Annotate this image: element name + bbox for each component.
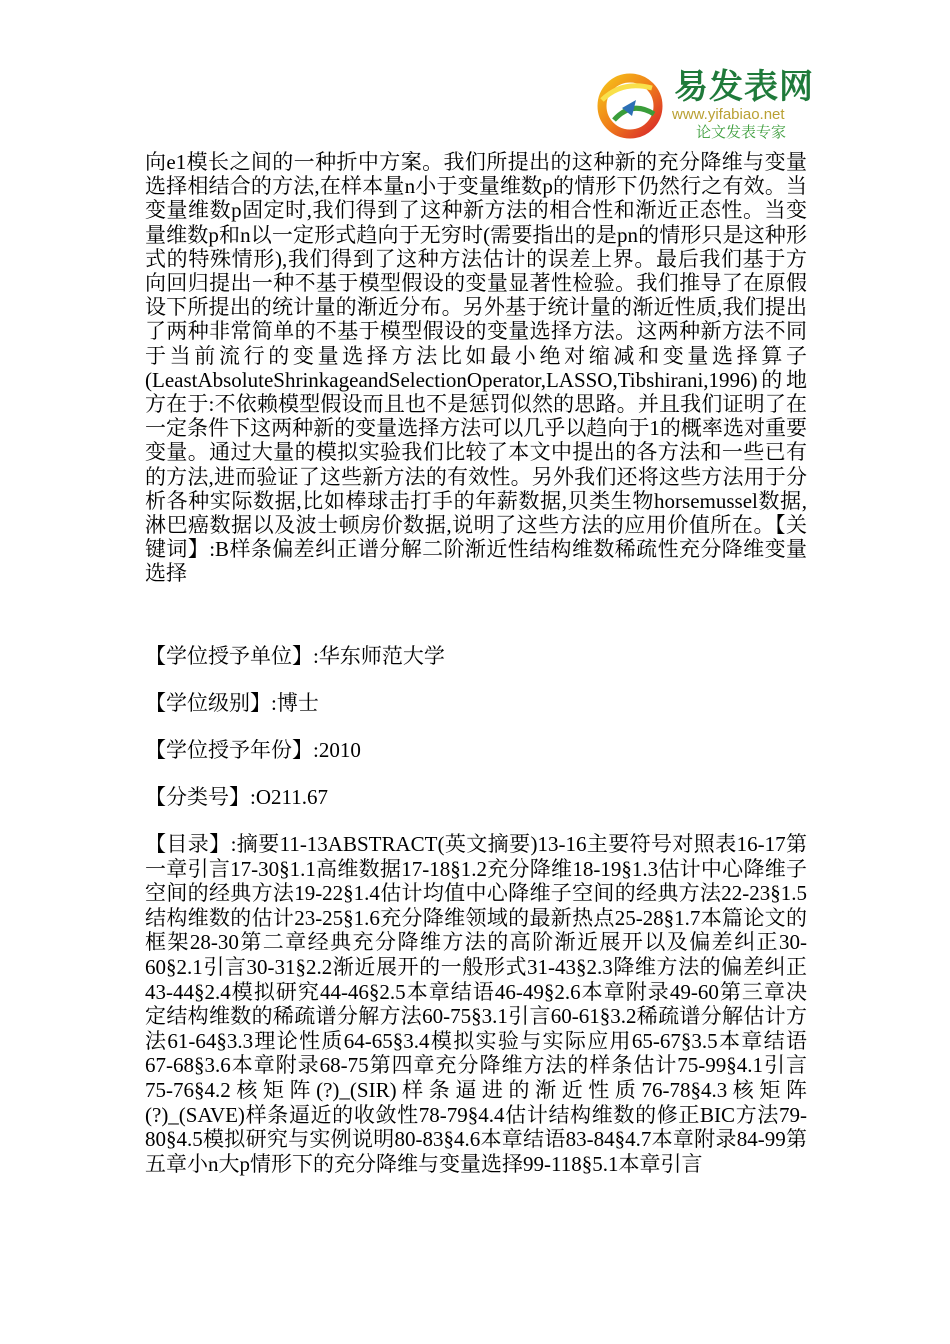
logo-mark-icon xyxy=(592,70,672,142)
classification-number: 【分类号】:O211.67 xyxy=(145,785,328,809)
logo-url: www.yifabiao.net xyxy=(672,106,785,123)
logo-name: 易发表网 xyxy=(674,67,814,107)
degree-unit: 【学位授予单位】:华东师范大学 xyxy=(145,644,445,668)
site-logo[interactable] xyxy=(592,66,812,146)
logo-slogan: 论文发表专家 xyxy=(696,123,787,141)
degree-year: 【学位授予年份】:2010 xyxy=(145,738,361,762)
article-body xyxy=(145,150,807,1176)
abstract-paragraph: 向e1模长之间的一种折中方案。我们所提出的这种新的充分降维与变量选择相结合的方法,在样本量n小于变量维数p的情形下仍然行之有效。当变量维数p固定时,我们得到了这种新方法的相合性和渐近正态性。当变量维数p和n以一定形式趋向于无穷时(需要指出的是pn的情形只是这种形式的特殊情形),我们得到了这种方法估计的误差上界。最后我们基于方向回归提出一种不基于模型假设的变量显著性检验。我们推导了在原假设下所提出的统计量的渐近分布。另外基于统计量的渐近性质,我们提出了两种非常简单的不基于模型假设的变量选择方法。这两种新方法不同于当前流行的变量选择方法比如最小绝对缩减和变量选择算子(LeastAbsoluteShrinkageandSelectionOperator,LASSO,Tibshirani,1996)的地方在于:不依赖模型假设而且也不是惩罚似然的思路。并且我们证明了在一定条件下这两种新的变量选择方法可以几乎以趋向于1的概率选对重要变量。通过大量的模拟实验我们比较了本文中提出的各方法和一些已有的方法,进而验证了这些新方法的有效性。另外我们还将这些方法用于分析各种实际数据,比如棒球击打手的年薪数据,贝类生物horsemussel数据,淋巴癌数据以及波士顿房价数据,说明了这些方法的应用价值所在。【关键词】:B样条偏差纠正谱分解二阶渐近性结构维数稀疏性充分降维变量选择 xyxy=(145,150,807,586)
table-of-contents: 【目录】:摘要11-13ABSTRACT(英文摘要)13-16主要符号对照表16-17第一章引言17-30§1.1高维数据17-18§1.2充分降维18-19§1.3估计中心降维子空间的经典方法19-22§1.4估计均值中心降维子空间的经典方法22-23§1.5结构维数的估计23-25§1.6充分降维领域的最新热点25-28§1.7本篇论文的框架28-30第二章经典充分降维方法的高阶渐近展开以及偏差纠正30-60§2.1引言30-31§2.2渐近展开的一般形式31-43§2.3降维方法的偏差纠正43-44§2.4模拟研究44-46§2.5本章结语46-49§2.6本章附录49-60第三章决定结构维数的稀疏谱分解方法60-75§3.1引言60-61§3.2稀疏谱分解估计方法61-64§3.3理论性质64-65§3.4模拟实验与实际应用65-67§3.5本章结语67-68§3.6本章附录68-75第四章充分降维方法的样条估计75-99§4.1引言75-76§4.2核矩阵(?)_(SIR)样条逼进的渐近性质76-78§4.3核矩阵(?)_(SAVE)样条逼近的收敛性78-79§4.4估计结构维数的修正BIC方法79-80§4.5模拟研究与实例说明80-83§4.6本章结语83-84§4.7本章附录84-99第五章小n大p情形下的充分降维与变量选择99-118§5.1本章引言 xyxy=(145,832,807,1176)
degree-level: 【学位级别】:博士 xyxy=(145,691,319,715)
